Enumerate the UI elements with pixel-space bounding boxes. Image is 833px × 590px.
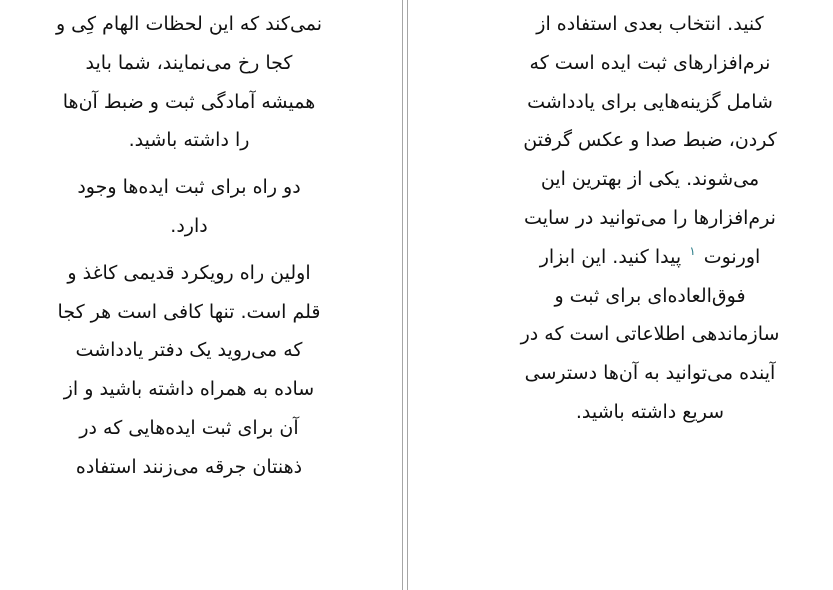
- paragraph-gap: [30, 160, 348, 168]
- text-line: کنید. انتخاب بعدی استفاده از: [536, 13, 764, 35]
- footnote-marker[interactable]: ۱: [689, 244, 696, 259]
- text-line: کجا رخ می‌نمایند، شما باید: [85, 51, 293, 74]
- paragraph-gap: [30, 246, 348, 254]
- text-line: ساده به همراه داشته باشید و از: [63, 378, 315, 401]
- column-divider: [402, 0, 403, 590]
- text-line: می‌شوند. یکی از بهترین این: [540, 168, 760, 191]
- text-fragment: پیدا کنید. این ابزار: [539, 245, 682, 268]
- paragraph: [30, 5, 348, 160]
- paragraph: [30, 254, 348, 487]
- paragraph: [30, 168, 348, 246]
- text-line: دو راه برای ثبت ایده‌ها وجود: [77, 176, 301, 199]
- left-text-column: [30, 5, 348, 487]
- text-fragment: اورنوت: [703, 245, 761, 268]
- text-line: نرم‌افزارهای ثبت ایده است که: [529, 51, 771, 74]
- right-text-column: [476, 5, 824, 432]
- text-line: نرم‌افزارها را می‌توانید در سایت: [524, 206, 776, 229]
- text-line: آن برای ثبت ایده‌هایی که در: [79, 416, 299, 439]
- text-line: ذهنتان جرقه می‌زنند استفاده: [75, 455, 303, 478]
- text-line: آینده می‌توانید به آن‌ها دسترسی: [524, 362, 776, 385]
- text-line: که می‌روید یک دفتر یادداشت: [75, 339, 303, 362]
- text-line: اولین راه رویکرد قدیمی کاغذ و: [67, 261, 311, 284]
- paragraph: [476, 5, 824, 432]
- text-line: شامل گزینه‌هایی برای یادداشت: [527, 90, 773, 113]
- text-line-with-footnote: [476, 238, 824, 277]
- text-line: سریع داشته باشید.: [575, 400, 725, 423]
- text-line: کردن، ضبط صدا و عکس گرفتن: [523, 129, 777, 152]
- text-line: نمی‌کند که این لحظات الهام کِی و: [55, 13, 323, 35]
- text-line: قلم است. تنها کافی است هر کجا: [57, 300, 321, 323]
- text-line: سازماندهی اطلاعاتی است که در: [520, 323, 780, 346]
- text-line: همیشه آمادگی ثبت و ضبط آن‌ها: [62, 90, 316, 113]
- column-divider: [407, 0, 408, 590]
- text-line: دارد.: [170, 214, 208, 237]
- text-line: فوق‌العاده‌ای برای ثبت و: [554, 284, 746, 307]
- text-line: را داشته باشید.: [128, 129, 250, 152]
